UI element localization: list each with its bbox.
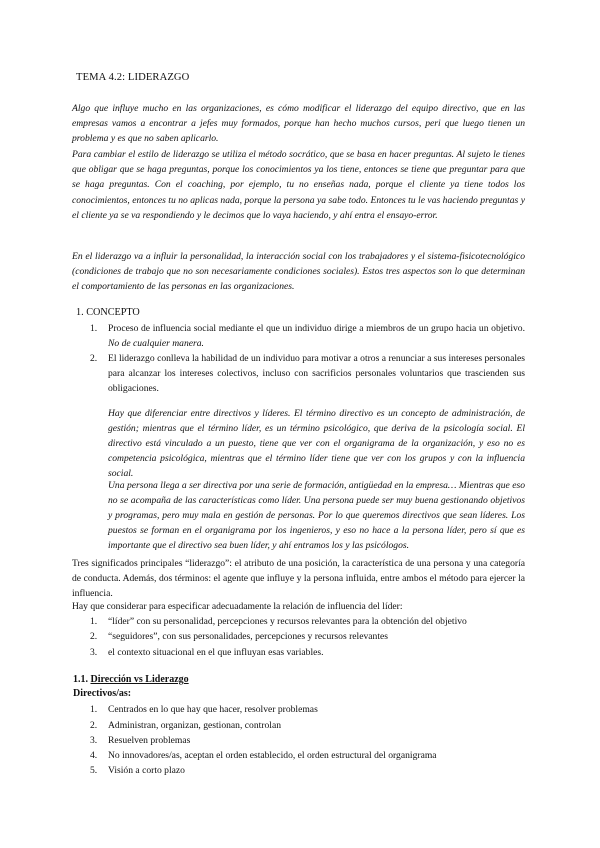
list-number: 5. [90, 765, 98, 776]
list-item: “seguidores”, con sus personalidades, percepciones y recursos relevantes [108, 631, 388, 642]
intro-paragraph-2: Para cambiar el estilo de liderazgo se utiliza el método socrático, que se basa en hacer preguntas. Al sujeto le tienes que obligar que se haga preguntas, porque los conocimientos ya los tiene, entonces se tiene que preguntar para que se haga preguntas. Con el coaching, por ejemplo, tu no enseñas nada, porque el cliente ya tiene todos los conocimientos, entonces tu no aplicas nada, porque la persona ya sabe todo. Entonces tu le vas haciendo preguntas y el cliente ya se va respondiendo y le decimos que lo vaya haciendo, y ahí entra el ensayo-error. [72, 149, 525, 221]
section-heading-1-1 [73, 674, 189, 685]
intro-paragraph-1: Algo que influye mucho en las organizaciones, es cómo modificar el liderazgo del equipo directivo, que en las empresas vamos a encontrar a jefes muy formados, porque han hecho muchos cursos, peri que luego tienen un problema y es que no saben aplicarlo. [72, 103, 525, 145]
subheading-directivos: Directivos/as: [73, 688, 132, 699]
paragraph-considerar: Hay que considerar para especificar adecuadamente la relación de influencia del líder: [72, 601, 403, 612]
intro-paragraph-3: En el liderazgo va a influir la personalidad, la interacción social con los trabajadores y el sistema-fisicotecnológico (condiciones de trabajo que no son necesariamente condiciones sociales). Estos tres aspectos son lo que determinan el comportamiento de las personas en las organizaciones. [72, 251, 525, 293]
list-item: El liderazgo conlleva la habilidad de un individuo para motivar a otros a renunciar a sus intereses personales para alcanzar los intereses colectivos, incluso con sacrificios personales voluntarios que trascienden sus obligaciones. [108, 353, 525, 395]
section-number: 1.1. [73, 674, 88, 685]
note-directivos-lideres: Hay que diferenciar entre directivos y líderes. El término directivo es un concepto de administración, de gestión; mientras que el término líder, es un término psicológico, que deriva de la psicología social. El directivo está vinculado a un puesto, tiene que ver con el organigrama de la organización, y eso no es competencia psicológica, mientras que el término líder tiene que ver con los grupos y con la influencia social. [108, 407, 525, 480]
list-item [108, 321, 525, 351]
section-title: Dirección vs Liderazgo [90, 674, 189, 685]
list-item: Centrados en lo que hay que hacer, resolver problemas [108, 704, 318, 715]
list-item: Visión a corto plazo [108, 765, 185, 776]
list-number: 3. [90, 647, 98, 658]
list-item-note: No de cualquier manera. [108, 338, 204, 350]
list-number: 4. [90, 750, 98, 761]
list-number: 1. [90, 323, 98, 334]
note-persona-directiva: Una persona llega a ser directiva por una serie de formación, antigüedad en la empresa… Mientras que eso no se acompaña de las características como líder. Una persona puede ser muy buena gestionando objetivos y programas, pero muy mala en gestión de personas. Por lo que queremos directivos que sean líderes. Los puestos se forman en el organigrama por los ingenieros, y eso no hace a la persona líder, pero sí que es importante que el directivo sea buen líder, y ahí entramos los y las psicólogos. [108, 479, 525, 552]
list-number: 2. [90, 720, 98, 731]
page-title: TEMA 4.2: LIDERAZGO [76, 72, 190, 83]
list-item: No innovadores/as, aceptan el orden establecido, el orden estructural del organigrama [108, 750, 437, 761]
list-number: 3. [90, 735, 98, 746]
list-number: 2. [90, 631, 98, 642]
list-item: “líder” con su personalidad, percepciones y recursos relevantes para la obtención del objetivo [108, 616, 467, 627]
list-item: Resuelven problemas [108, 735, 191, 746]
list-item-text: Proceso de influencia social mediante el que un individuo dirige a miembros de un grupo hacia un objetivo. [108, 323, 525, 334]
list-item: el contexto situacional en el que influyan esas variables. [108, 647, 324, 658]
paragraph-tres-significados: Tres significados principales “liderazgo”: el atributo de una posición, la característica de una persona y una categoría de conducta. Además, dos términos: el agente que influye y la persona influida, entre ambos el método para ejercer la influencia. [72, 558, 525, 600]
list-number: 1. [90, 616, 98, 627]
section-heading-concepto: 1. CONCEPTO [76, 307, 140, 318]
list-number: 1. [90, 704, 98, 715]
list-item: Administran, organizan, gestionan, controlan [108, 720, 282, 731]
list-number: 2. [90, 353, 98, 364]
